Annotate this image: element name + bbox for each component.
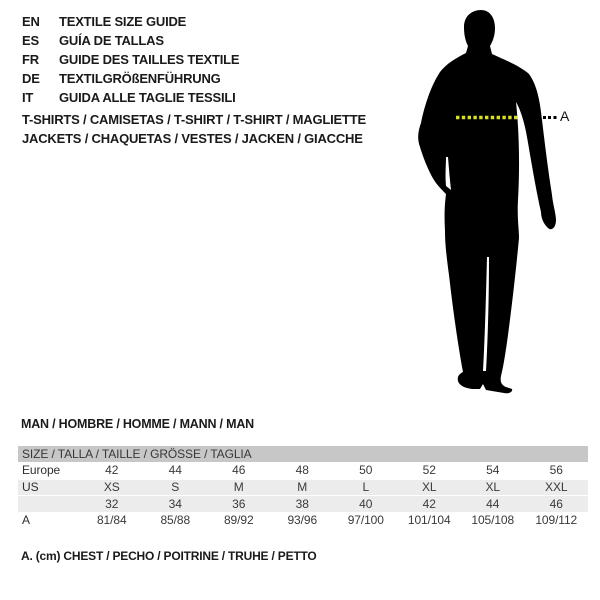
table-cell: 56 xyxy=(549,463,563,478)
table-cell: 101/104 xyxy=(407,513,451,528)
table-cell: 44 xyxy=(486,496,500,511)
table-cell: M xyxy=(297,480,308,495)
language-code: IT xyxy=(22,90,34,105)
table-cell: L xyxy=(362,480,370,495)
table-cell: 46 xyxy=(549,496,563,511)
language-code: ES xyxy=(22,33,39,48)
section-title-man: MAN / HOMBRE / HOMME / MANN / MAN xyxy=(21,417,254,431)
table-cell: 50 xyxy=(359,463,373,478)
category-line-jackets: JACKETS / CHAQUETAS / VESTES / JACKEN / GIACCHE xyxy=(22,131,363,146)
language-code: FR xyxy=(22,52,39,67)
language-row xyxy=(22,88,239,107)
language-row xyxy=(22,31,239,50)
language-title-block xyxy=(22,12,239,107)
row-label: Europe xyxy=(22,463,61,478)
language-title: TEXTILE SIZE GUIDE xyxy=(59,14,187,29)
measure-callout-dashes xyxy=(543,116,558,119)
table-cell: 42 xyxy=(422,496,436,511)
table-cell: 34 xyxy=(168,496,182,511)
table-cell: XS xyxy=(103,480,120,495)
table-row-europe xyxy=(18,462,588,479)
language-title: GUIDA ALLE TAGLIE TESSILI xyxy=(59,90,236,105)
language-title: GUIDE DES TAILLES TEXTILE xyxy=(59,52,240,67)
table-cell: 89/92 xyxy=(223,513,254,528)
language-row xyxy=(22,50,239,69)
table-cell: XL xyxy=(422,480,437,495)
table-cell: 42 xyxy=(105,463,119,478)
table-cell: 38 xyxy=(295,496,309,511)
table-cell: 52 xyxy=(422,463,436,478)
row-label: US xyxy=(22,480,39,495)
size-table-header: SIZE / TALLA / TAILLE / GRÖSSE / TAGLIA xyxy=(18,446,588,462)
table-cell: 48 xyxy=(295,463,309,478)
language-code: DE xyxy=(22,71,40,86)
language-title: GUÍA DE TALLAS xyxy=(59,33,164,48)
table-cell: 105/108 xyxy=(471,513,515,528)
table-cell: XXL xyxy=(545,480,568,495)
table-cell: 32 xyxy=(105,496,119,511)
man-silhouette-figure xyxy=(415,5,565,395)
measurement-footnote: A. (cm) CHEST / PECHO / POITRINE / TRUHE / PETTO xyxy=(21,549,317,563)
language-code: EN xyxy=(22,14,40,29)
category-line-tshirts: T-SHIRTS / CAMISETAS / T-SHIRT / T-SHIRT / MAGLIETTE xyxy=(22,112,366,127)
table-cell: M xyxy=(233,480,244,495)
table-cell: S xyxy=(171,480,180,495)
table-cell: 54 xyxy=(486,463,500,478)
table-cell: 97/100 xyxy=(347,513,384,528)
table-cell: 40 xyxy=(359,496,373,511)
table-cell: 36 xyxy=(232,496,246,511)
man-silhouette-svg xyxy=(415,5,565,395)
language-row xyxy=(22,12,239,31)
table-cell: 44 xyxy=(168,463,182,478)
table-cell: 109/112 xyxy=(535,513,578,528)
table-cell: 85/88 xyxy=(160,513,191,528)
table-cell: XL xyxy=(485,480,500,495)
table-cell: 46 xyxy=(232,463,246,478)
garment-category-block xyxy=(22,110,366,148)
table-row-chest xyxy=(18,512,588,529)
table-row-us xyxy=(18,479,588,496)
table-cell: 93/96 xyxy=(287,513,318,528)
language-row xyxy=(22,69,239,88)
table-cell: 81/84 xyxy=(96,513,127,528)
measure-label-a: A xyxy=(560,108,570,124)
size-table xyxy=(18,446,588,528)
language-title: TEXTILGRÖßENFÜHRUNG xyxy=(59,71,221,86)
row-label: A xyxy=(22,513,30,528)
table-row-numeric xyxy=(18,495,588,512)
